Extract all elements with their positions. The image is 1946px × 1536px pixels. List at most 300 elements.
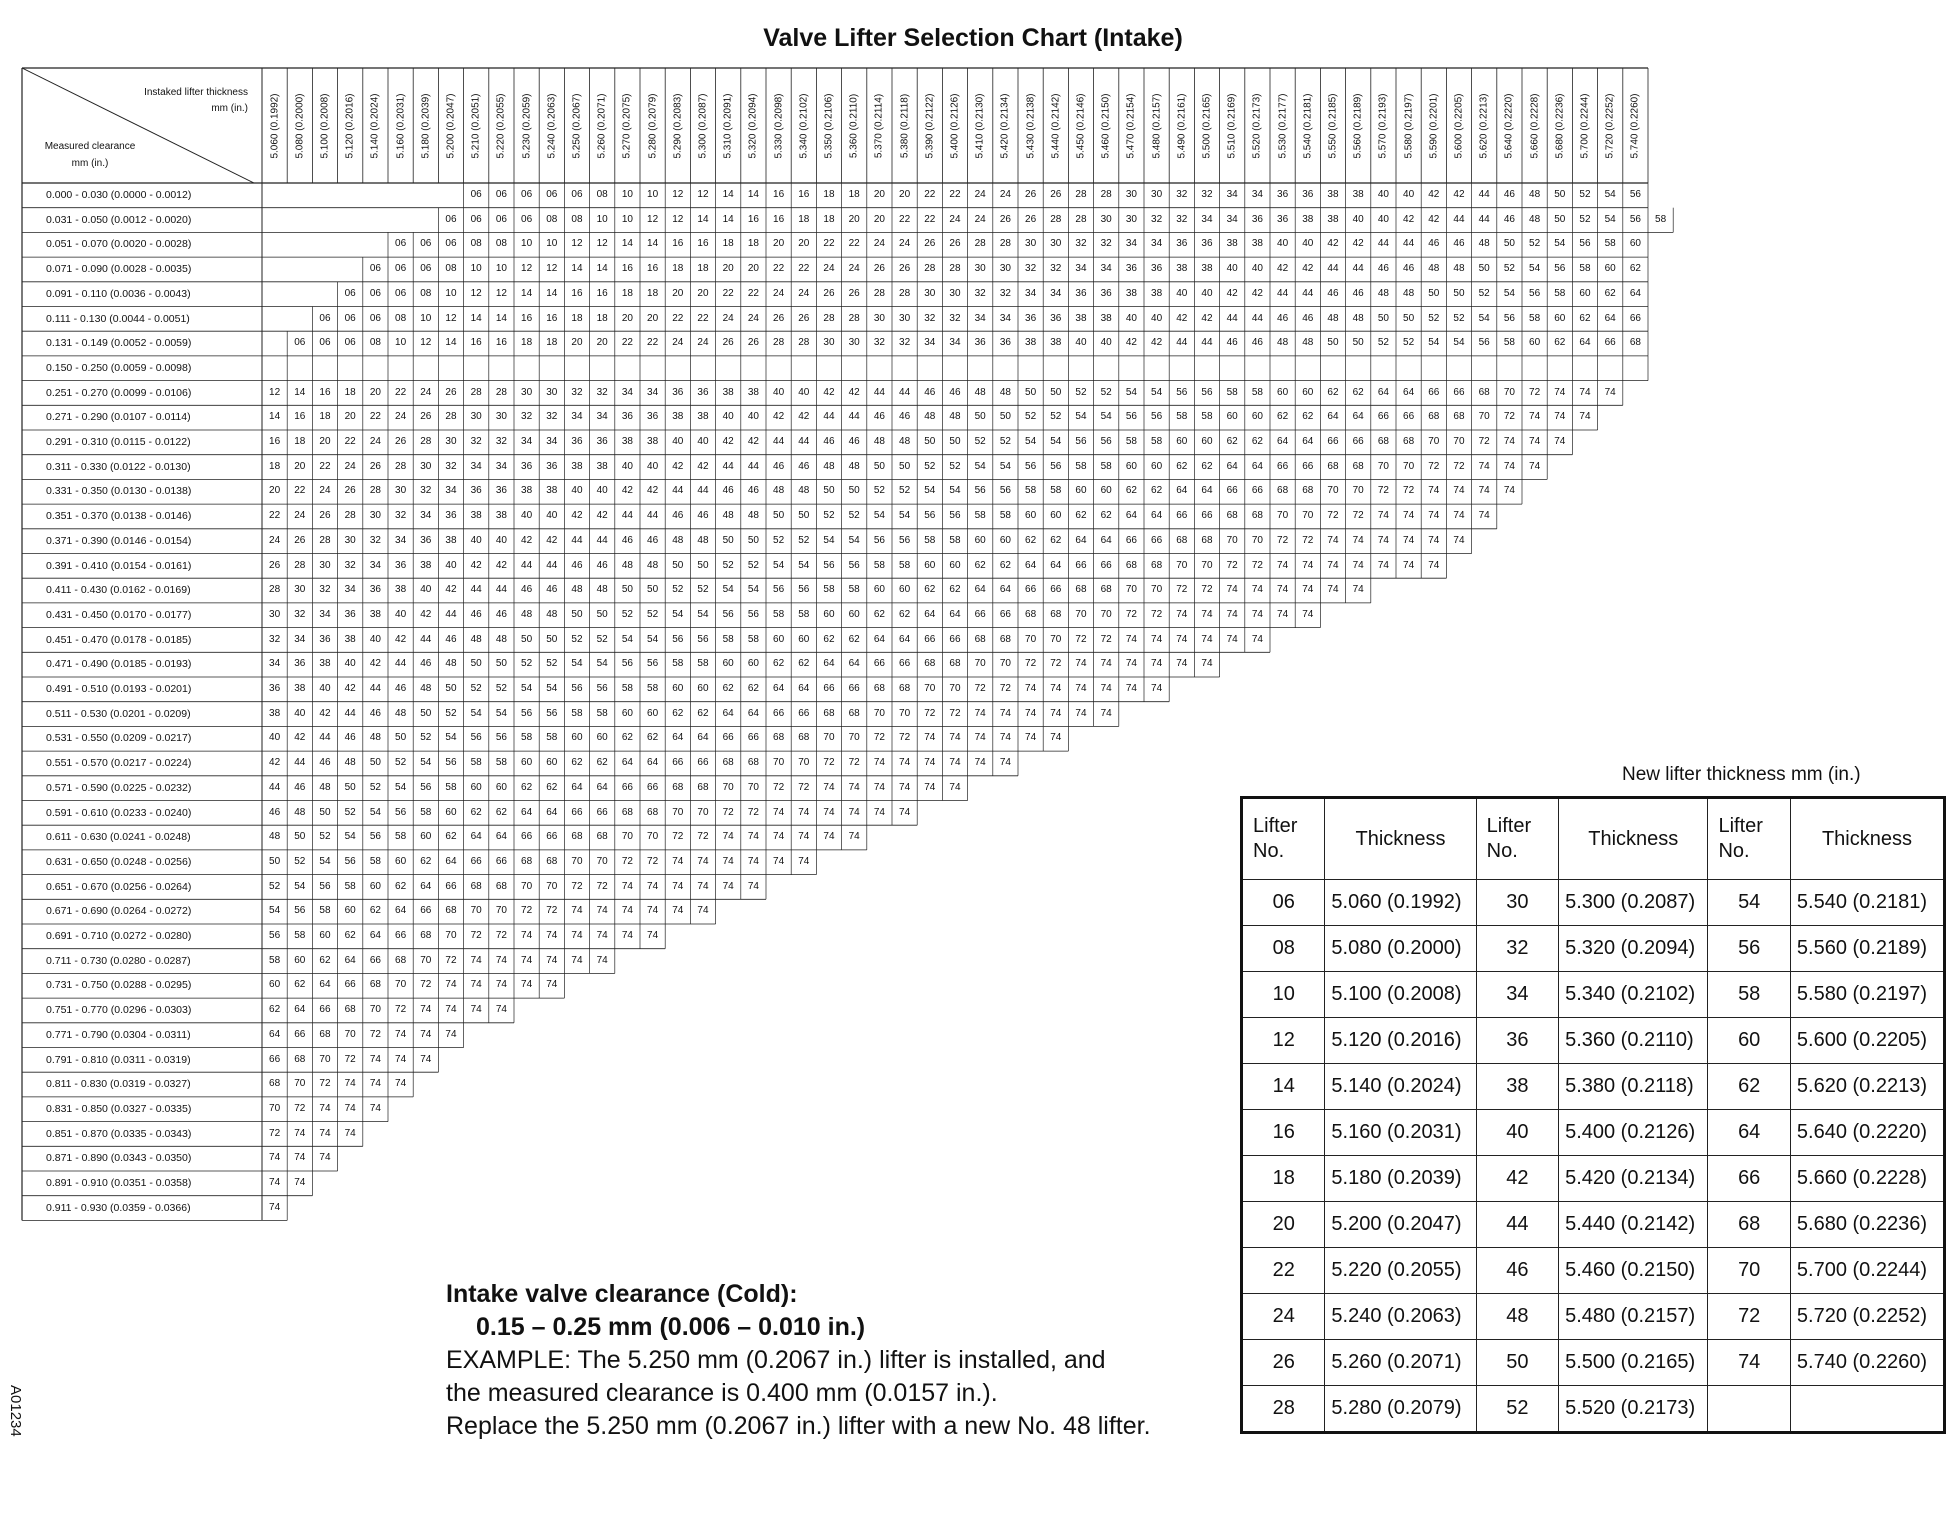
lifter-number-cell: 60 xyxy=(1151,460,1163,472)
lifter-number-cell: 54 xyxy=(848,534,860,546)
lifter-number-cell: 26 xyxy=(445,386,457,398)
lifter-number-cell: 74 xyxy=(1201,608,1213,620)
lifter-number-cell: 42 xyxy=(1251,287,1263,299)
lifter-number-cell: 50 xyxy=(1327,337,1339,349)
lifter-number-cell: 66 xyxy=(848,683,860,694)
lifter-number-cell: 64 xyxy=(1151,510,1163,522)
lifter-number-cell: 42 xyxy=(823,386,835,398)
installed-thickness-col-header: 5.160 (0.2031) xyxy=(395,92,407,159)
lifter-number-cell: 28 xyxy=(848,312,860,324)
lifter-number-cell: 70 xyxy=(1125,584,1137,596)
lifter-number-cell: 46 xyxy=(949,386,961,398)
lifter-number-cell: 20 xyxy=(621,312,633,324)
lifter-number-cell: 54 xyxy=(899,510,911,522)
lifter-number-cell: 60 xyxy=(722,658,734,670)
lifter-number-cell: 60 xyxy=(697,683,709,694)
lifter-number-cell: 26 xyxy=(1050,189,1062,200)
lifter-number-cell: 62 xyxy=(848,633,860,645)
lifter-thickness-cell: 5.140 (0.2024) xyxy=(1325,1064,1476,1110)
lifter-number-cell: 74 xyxy=(1377,510,1389,522)
lifter-number-cell: 64 xyxy=(697,732,709,744)
lifter-number-cell: 36 xyxy=(1277,189,1289,200)
lifter-number-cell: 56 xyxy=(1478,337,1490,349)
lifter-number-cell: 42 xyxy=(1302,263,1314,275)
lifter-number-cell: 74 xyxy=(1050,683,1062,694)
lifter-number-cell: 52 xyxy=(924,460,936,472)
lifter-number-cell: 28 xyxy=(1075,213,1087,225)
lifter-number-cell: 72 xyxy=(1478,436,1490,447)
lifter-number-cell: 74 xyxy=(798,806,810,818)
lifter-number-cell: 40 xyxy=(1151,312,1163,324)
lifter-number-cell: 74 xyxy=(722,855,734,867)
lifter-number-cell: 42 xyxy=(1352,238,1364,250)
lifter-number-cell: 70 xyxy=(773,757,785,769)
lifter-number-cell: 70 xyxy=(1075,608,1087,620)
lifter-number-cell: 42 xyxy=(395,633,407,645)
lifter-number-cell: 06 xyxy=(369,312,381,324)
lifter-number-cell: 72 xyxy=(495,930,507,941)
lifter-number-cell: 16 xyxy=(672,238,684,250)
lifter-number-cell: 68 xyxy=(1075,584,1087,596)
clearance-row-label: 0.331 - 0.350 (0.0130 - 0.0138) xyxy=(46,485,192,498)
lifter-number-cell: 74 xyxy=(571,905,583,917)
lifter-number-cell: 66 xyxy=(1075,559,1087,571)
lifter-number-cell: 18 xyxy=(848,189,860,200)
lifter-number-cell: 56 xyxy=(1125,411,1137,423)
lifter-number-cell: 22 xyxy=(369,411,381,423)
lifter-no-cell: 74 xyxy=(1708,1340,1790,1386)
lifter-number-cell: 68 xyxy=(672,781,684,793)
lifter-number-cell: 58 xyxy=(495,757,507,769)
lifter-number-cell: 68 xyxy=(823,707,835,719)
lifter-number-cell: 38 xyxy=(1352,189,1364,200)
lifter-number-cell: 60 xyxy=(899,584,911,596)
lifter-number-cell: 46 xyxy=(294,781,306,793)
lifter-number-cell: 74 xyxy=(1377,559,1389,571)
lifter-number-cell: 58 xyxy=(1503,337,1515,349)
lifter-number-cell: 24 xyxy=(319,485,331,497)
installed-thickness-col-header: 5.340 (0.2102) xyxy=(798,92,810,159)
lifter-number-cell: 74 xyxy=(445,979,457,991)
lifter-number-cell: 10 xyxy=(621,189,633,200)
lifter-number-cell: 54 xyxy=(798,559,810,571)
lifter-number-cell: 18 xyxy=(319,411,331,423)
lifter-number-cell: 44 xyxy=(647,510,659,522)
lifter-number-cell: 30 xyxy=(1125,213,1137,225)
lifter-number-cell: 16 xyxy=(798,189,810,200)
lifter-number-cell: 06 xyxy=(470,213,482,225)
lifter-number-cell: 74 xyxy=(1277,608,1289,620)
lifter-number-cell: 50 xyxy=(999,411,1011,423)
lifter-number-cell: 50 xyxy=(621,584,633,596)
lifter-number-cell: 26 xyxy=(319,510,331,522)
lifter-number-cell: 66 xyxy=(1403,411,1415,423)
lifter-number-cell: 60 xyxy=(1125,460,1137,472)
lifter-number-cell: 68 xyxy=(1100,584,1112,596)
lifter-number-cell: 40 xyxy=(495,534,507,546)
lifter-thickness-cell: 5.160 (0.2031) xyxy=(1325,1110,1476,1156)
lifter-number-cell: 56 xyxy=(999,485,1011,497)
installed-thickness-col-header: 5.230 (0.2059) xyxy=(521,92,533,159)
installed-thickness-col-header: 5.320 (0.2094) xyxy=(747,92,759,159)
lifter-number-cell: 18 xyxy=(647,287,659,299)
lifter-thickness-cell: 5.120 (0.2016) xyxy=(1325,1018,1476,1064)
lifter-number-cell: 44 xyxy=(445,608,457,620)
lifter-number-cell: 70 xyxy=(848,732,860,744)
lifter-number-cell: 44 xyxy=(899,386,911,398)
lifter-number-cell: 72 xyxy=(798,781,810,793)
lifter-number-cell: 54 xyxy=(395,781,407,793)
lifter-number-cell: 36 xyxy=(1302,189,1314,200)
installed-thickness-heading: Instaked lifter thickness mm (in.) xyxy=(144,87,248,114)
lifter-number-cell: 72 xyxy=(1251,559,1263,571)
lifter-number-cell: 32 xyxy=(269,633,281,645)
lifter-number-cell: 38 xyxy=(747,386,759,398)
lifter-number-cell: 70 xyxy=(1352,485,1364,497)
lifter-number-cell: 26 xyxy=(1025,213,1037,225)
lifter-number-cell: 42 xyxy=(1453,189,1465,200)
lifter-number-cell: 48 xyxy=(1352,312,1364,324)
measured-clearance-heading: Measured clearance mm (in.) xyxy=(44,141,136,169)
lifter-number-cell: 54 xyxy=(420,757,432,769)
lifter-thickness-cell: 5.540 (0.2181) xyxy=(1790,880,1944,926)
lifter-number-cell: 70 xyxy=(344,1028,356,1040)
lifter-number-cell: 52 xyxy=(1529,238,1541,250)
lifter-number-cell: 70 xyxy=(999,658,1011,670)
lifter-number-cell: 72 xyxy=(1503,411,1515,423)
lifter-no-cell: 18 xyxy=(1242,1156,1325,1202)
lifter-number-cell: 66 xyxy=(1302,460,1314,472)
lifter-number-cell: 66 xyxy=(823,683,835,694)
lifter-number-cell: 46 xyxy=(1327,287,1339,299)
lifter-number-cell: 74 xyxy=(924,757,936,769)
lifter-number-cell: 58 xyxy=(621,683,633,694)
thickness-header: Thickness xyxy=(1325,798,1476,880)
lifter-number-cell: 66 xyxy=(949,633,961,645)
lifter-number-cell: 22 xyxy=(773,263,785,275)
lifter-number-cell: 74 xyxy=(344,1102,356,1114)
lifter-number-cell: 74 xyxy=(1604,386,1616,398)
lifter-number-cell: 74 xyxy=(1075,658,1087,670)
lifter-number-cell: 62 xyxy=(798,658,810,670)
lifter-number-cell: 56 xyxy=(1151,411,1163,423)
lifter-number-cell: 48 xyxy=(1277,337,1289,349)
lifter-number-cell: 60 xyxy=(974,534,986,546)
lifter-number-cell: 06 xyxy=(546,189,558,200)
lifter-number-cell: 62 xyxy=(1100,510,1112,522)
lifter-number-cell: 74 xyxy=(1503,436,1515,447)
lifter-number-cell: 16 xyxy=(747,213,759,225)
lifter-number-cell: 52 xyxy=(672,584,684,596)
lifter-number-cell: 70 xyxy=(621,831,633,843)
lifter-number-cell: 56 xyxy=(269,930,281,941)
lifter-number-cell: 72 xyxy=(470,930,482,941)
lifter-number-cell: 70 xyxy=(647,831,659,843)
lifter-number-cell: 26 xyxy=(722,337,734,349)
lifter-number-cell: 52 xyxy=(697,584,709,596)
lifter-number-cell: 54 xyxy=(1453,337,1465,349)
lifter-number-cell: 68 xyxy=(1302,485,1314,497)
lifter-number-cell: 60 xyxy=(823,608,835,620)
lifter-no-cell: 62 xyxy=(1708,1064,1790,1110)
lifter-number-cell: 38 xyxy=(722,386,734,398)
lifter-number-cell: 72 xyxy=(1226,559,1238,571)
lifter-number-cell: 42 xyxy=(848,386,860,398)
lifter-number-cell: 56 xyxy=(1629,213,1641,225)
clearance-row-label: 0.791 - 0.810 (0.0311 - 0.0319) xyxy=(46,1053,191,1066)
lifter-number-cell: 34 xyxy=(1050,287,1062,299)
installed-thickness-col-header: 5.300 (0.2087) xyxy=(697,92,709,159)
lifter-number-cell: 46 xyxy=(420,658,432,670)
lifter-number-cell: 74 xyxy=(1428,510,1440,522)
lifter-number-cell: 44 xyxy=(395,658,407,670)
lifter-number-cell: 32 xyxy=(873,337,885,349)
lifter-number-cell: 38 xyxy=(1251,238,1263,250)
lifter-number-cell: 22 xyxy=(395,386,407,398)
lifter-number-cell: 18 xyxy=(344,386,356,398)
lifter-number-cell: 74 xyxy=(823,831,835,843)
new-lifter-table xyxy=(1240,796,1946,1434)
lifter-number-cell: 46 xyxy=(319,757,331,769)
example-note xyxy=(446,1278,1151,1443)
lifter-number-cell: 74 xyxy=(1302,559,1314,571)
lifter-number-cell: 32 xyxy=(420,485,432,497)
lifter-number-cell: 68 xyxy=(722,757,734,769)
lifter-number-cell: 62 xyxy=(1251,436,1263,447)
lifter-number-cell: 50 xyxy=(1352,337,1364,349)
clearance-row-label: 0.771 - 0.790 (0.0304 - 0.0311) xyxy=(46,1028,191,1041)
lifter-number-cell: 36 xyxy=(974,337,986,349)
installed-thickness-col-header: 5.400 (0.2126) xyxy=(949,92,961,159)
lifter-number-cell: 66 xyxy=(395,930,407,941)
lifter-number-cell: 42 xyxy=(747,436,759,447)
lifter-number-cell: 74 xyxy=(269,1177,281,1188)
lifter-number-cell: 52 xyxy=(999,436,1011,447)
lifter-number-cell: 58 xyxy=(294,930,306,941)
lifter-number-cell: 12 xyxy=(697,189,709,200)
lifter-number-cell: 10 xyxy=(546,238,558,250)
lifter-number-cell: 42 xyxy=(621,485,633,497)
lifter-number-cell: 74 xyxy=(722,831,734,843)
lifter-number-cell: 66 xyxy=(722,732,734,744)
lifter-number-cell: 58 xyxy=(924,534,936,546)
lifter-number-cell: 62 xyxy=(1025,534,1037,546)
lifter-number-cell: 70 xyxy=(747,781,759,793)
lifter-number-cell: 74 xyxy=(1554,411,1566,423)
lifter-number-cell: 62 xyxy=(495,806,507,818)
lifter-number-cell: 38 xyxy=(1201,263,1213,275)
lifter-number-cell: 74 xyxy=(344,1078,356,1090)
lifter-number-cell: 64 xyxy=(873,633,885,645)
lifter-number-cell: 52 xyxy=(1478,287,1490,299)
lifter-number-cell: 54 xyxy=(495,707,507,719)
lifter-number-cell: 36 xyxy=(319,633,331,645)
lifter-number-cell: 56 xyxy=(546,707,558,719)
lifter-number-cell: 34 xyxy=(949,337,961,349)
lifter-number-cell: 60 xyxy=(924,559,936,571)
lifter-number-cell: 68 xyxy=(1176,534,1188,546)
lifter-number-cell: 26 xyxy=(395,436,407,447)
lifter-number-cell: 08 xyxy=(571,213,583,225)
lifter-number-cell: 54 xyxy=(873,510,885,522)
lifter-number-cell: 56 xyxy=(571,683,583,694)
lifter-number-cell: 34 xyxy=(924,337,936,349)
lifter-number-cell: 60 xyxy=(1075,485,1087,497)
lifter-number-cell: 26 xyxy=(747,337,759,349)
lifter-number-cell: 52 xyxy=(621,608,633,620)
lifter-number-cell: 34 xyxy=(521,436,533,447)
lifter-number-cell: 14 xyxy=(571,263,583,275)
lifter-number-cell: 56 xyxy=(697,633,709,645)
lifter-number-cell: 58 xyxy=(899,559,911,571)
lifter-number-cell: 36 xyxy=(571,436,583,447)
lifter-number-cell: 38 xyxy=(1327,213,1339,225)
lifter-number-cell: 36 xyxy=(344,608,356,620)
lifter-number-cell: 58 xyxy=(1151,436,1163,447)
lifter-number-cell: 70 xyxy=(1100,608,1112,620)
lifter-number-cell: 24 xyxy=(823,263,835,275)
lifter-thickness-cell: 5.580 (0.2197) xyxy=(1790,972,1944,1018)
lifter-number-cell: 52 xyxy=(1579,213,1591,225)
lifter-number-cell: 40 xyxy=(647,460,659,472)
clearance-row-label: 0.531 - 0.550 (0.0209 - 0.0217) xyxy=(46,732,192,745)
lifter-number-cell: 20 xyxy=(873,189,885,200)
lifter-number-cell: 44 xyxy=(1478,213,1490,225)
lifter-no-cell: 50 xyxy=(1476,1340,1558,1386)
installed-thickness-col-header: 5.640 (0.2220) xyxy=(1503,92,1515,159)
installed-thickness-col-header: 5.370 (0.2114) xyxy=(873,93,885,158)
lifter-number-cell: 56 xyxy=(1629,189,1641,200)
lifter-no-cell: 32 xyxy=(1476,926,1558,972)
lifter-number-cell: 74 xyxy=(420,1004,432,1016)
lifter-number-cell: 48 xyxy=(1529,213,1541,225)
lifter-number-cell: 38 xyxy=(1050,337,1062,349)
lifter-number-cell: 74 xyxy=(1352,584,1364,596)
lifter-number-cell: 74 xyxy=(1201,658,1213,670)
lifter-number-cell: 74 xyxy=(1025,732,1037,744)
lifter-no-cell: 56 xyxy=(1708,926,1790,972)
lifter-number-cell: 46 xyxy=(1503,213,1515,225)
lifter-number-cell: 34 xyxy=(1226,213,1238,225)
lifter-number-cell: 50 xyxy=(495,658,507,670)
lifter-thickness-cell: 5.500 (0.2165) xyxy=(1559,1340,1708,1386)
lifter-thickness-cell: 5.440 (0.2142) xyxy=(1559,1202,1708,1248)
lifter-number-cell: 30 xyxy=(319,559,331,571)
lifter-number-cell: 66 xyxy=(1453,386,1465,398)
lifter-number-cell: 32 xyxy=(949,312,961,324)
lifter-number-cell: 74 xyxy=(294,1127,306,1139)
lifter-number-cell: 74 xyxy=(1478,485,1490,497)
lifter-number-cell: 70 xyxy=(521,880,533,892)
lifter-number-cell: 58 xyxy=(1604,238,1616,250)
lifter-number-cell: 64 xyxy=(1251,460,1263,472)
lifter-number-cell: 44 xyxy=(269,781,281,793)
lifter-number-cell: 48 xyxy=(294,806,306,818)
lifter-number-cell: 62 xyxy=(1327,386,1339,398)
lifter-number-cell: 18 xyxy=(697,263,709,275)
lifter-number-cell: 74 xyxy=(1503,485,1515,497)
lifter-number-cell: 20 xyxy=(798,238,810,250)
new-lifter-row xyxy=(1242,1110,1945,1156)
lifter-number-cell: 46 xyxy=(1428,238,1440,250)
lifter-number-cell: 72 xyxy=(647,855,659,867)
lifter-number-cell: 62 xyxy=(823,633,835,645)
lifter-number-cell: 52 xyxy=(747,559,759,571)
lifter-number-cell: 36 xyxy=(1075,287,1087,299)
lifter-number-cell: 64 xyxy=(924,608,936,620)
lifter-number-cell: 72 xyxy=(1453,460,1465,472)
lifter-number-cell: 26 xyxy=(798,312,810,324)
lifter-no-cell: 08 xyxy=(1242,926,1325,972)
lifter-number-cell: 60 xyxy=(1604,263,1616,275)
lifter-number-cell: 72 xyxy=(1277,534,1289,546)
lifter-number-cell: 22 xyxy=(697,312,709,324)
lifter-number-cell: 28 xyxy=(369,485,381,497)
lifter-number-cell: 62 xyxy=(647,732,659,744)
lifter-number-cell: 18 xyxy=(823,189,835,200)
lifter-number-cell: 06 xyxy=(395,263,407,275)
lifter-number-cell: 48 xyxy=(596,584,608,596)
lifter-number-cell: 44 xyxy=(697,485,709,497)
lifter-number-cell: 42 xyxy=(773,411,785,423)
lifter-number-cell: 38 xyxy=(1176,263,1188,275)
lifter-number-cell: 52 xyxy=(1453,312,1465,324)
lifter-number-cell: 52 xyxy=(395,757,407,769)
lifter-number-cell: 10 xyxy=(420,312,432,324)
lifter-number-cell: 58 xyxy=(1529,312,1541,324)
lifter-number-cell: 40 xyxy=(1352,213,1364,225)
lifter-number-cell: 06 xyxy=(495,189,507,200)
lifter-number-cell: 06 xyxy=(369,263,381,275)
lifter-number-cell: 22 xyxy=(672,312,684,324)
lifter-number-cell: 70 xyxy=(1201,559,1213,571)
lifter-number-cell: 50 xyxy=(1025,386,1037,398)
new-lifter-row xyxy=(1242,1018,1945,1064)
lifter-number-cell: 66 xyxy=(546,831,558,843)
lifter-no-cell: 12 xyxy=(1242,1018,1325,1064)
lifter-number-cell: 74 xyxy=(445,1004,457,1016)
lifter-number-cell: 70 xyxy=(899,707,911,719)
lifter-number-cell: 66 xyxy=(1025,584,1037,596)
lifter-number-cell: 06 xyxy=(319,312,331,324)
lifter-number-cell: 36 xyxy=(395,559,407,571)
lifter-number-cell: 62 xyxy=(974,559,986,571)
lifter-number-cell: 38 xyxy=(1075,312,1087,324)
lifter-number-cell: 40 xyxy=(1377,189,1389,200)
lifter-number-cell: 74 xyxy=(1201,633,1213,645)
lifter-number-cell: 30 xyxy=(521,386,533,398)
lifter-number-cell: 54 xyxy=(1478,312,1490,324)
lifter-number-cell: 28 xyxy=(344,510,356,522)
lifter-number-cell: 28 xyxy=(495,386,507,398)
lifter-number-cell: 48 xyxy=(546,608,558,620)
lifter-number-cell: 70 xyxy=(722,781,734,793)
lifter-number-cell: 32 xyxy=(1201,189,1213,200)
lifter-number-cell: 48 xyxy=(722,510,734,522)
lifter-number-cell: 28 xyxy=(974,238,986,250)
lifter-thickness-cell: 5.680 (0.2236) xyxy=(1790,1202,1944,1248)
installed-thickness-col-header: 5.530 (0.2177) xyxy=(1277,92,1289,159)
lifter-number-cell: 24 xyxy=(722,312,734,324)
lifter-number-cell: 58 xyxy=(848,584,860,596)
lifter-number-cell: 54 xyxy=(823,534,835,546)
lifter-number-cell: 68 xyxy=(1251,510,1263,522)
lifter-number-cell: 30 xyxy=(445,436,457,447)
lifter-number-cell: 60 xyxy=(1050,510,1062,522)
lifter-number-cell: 30 xyxy=(899,312,911,324)
lifter-number-cell: 56 xyxy=(445,757,457,769)
lifter-number-cell: 34 xyxy=(1226,189,1238,200)
